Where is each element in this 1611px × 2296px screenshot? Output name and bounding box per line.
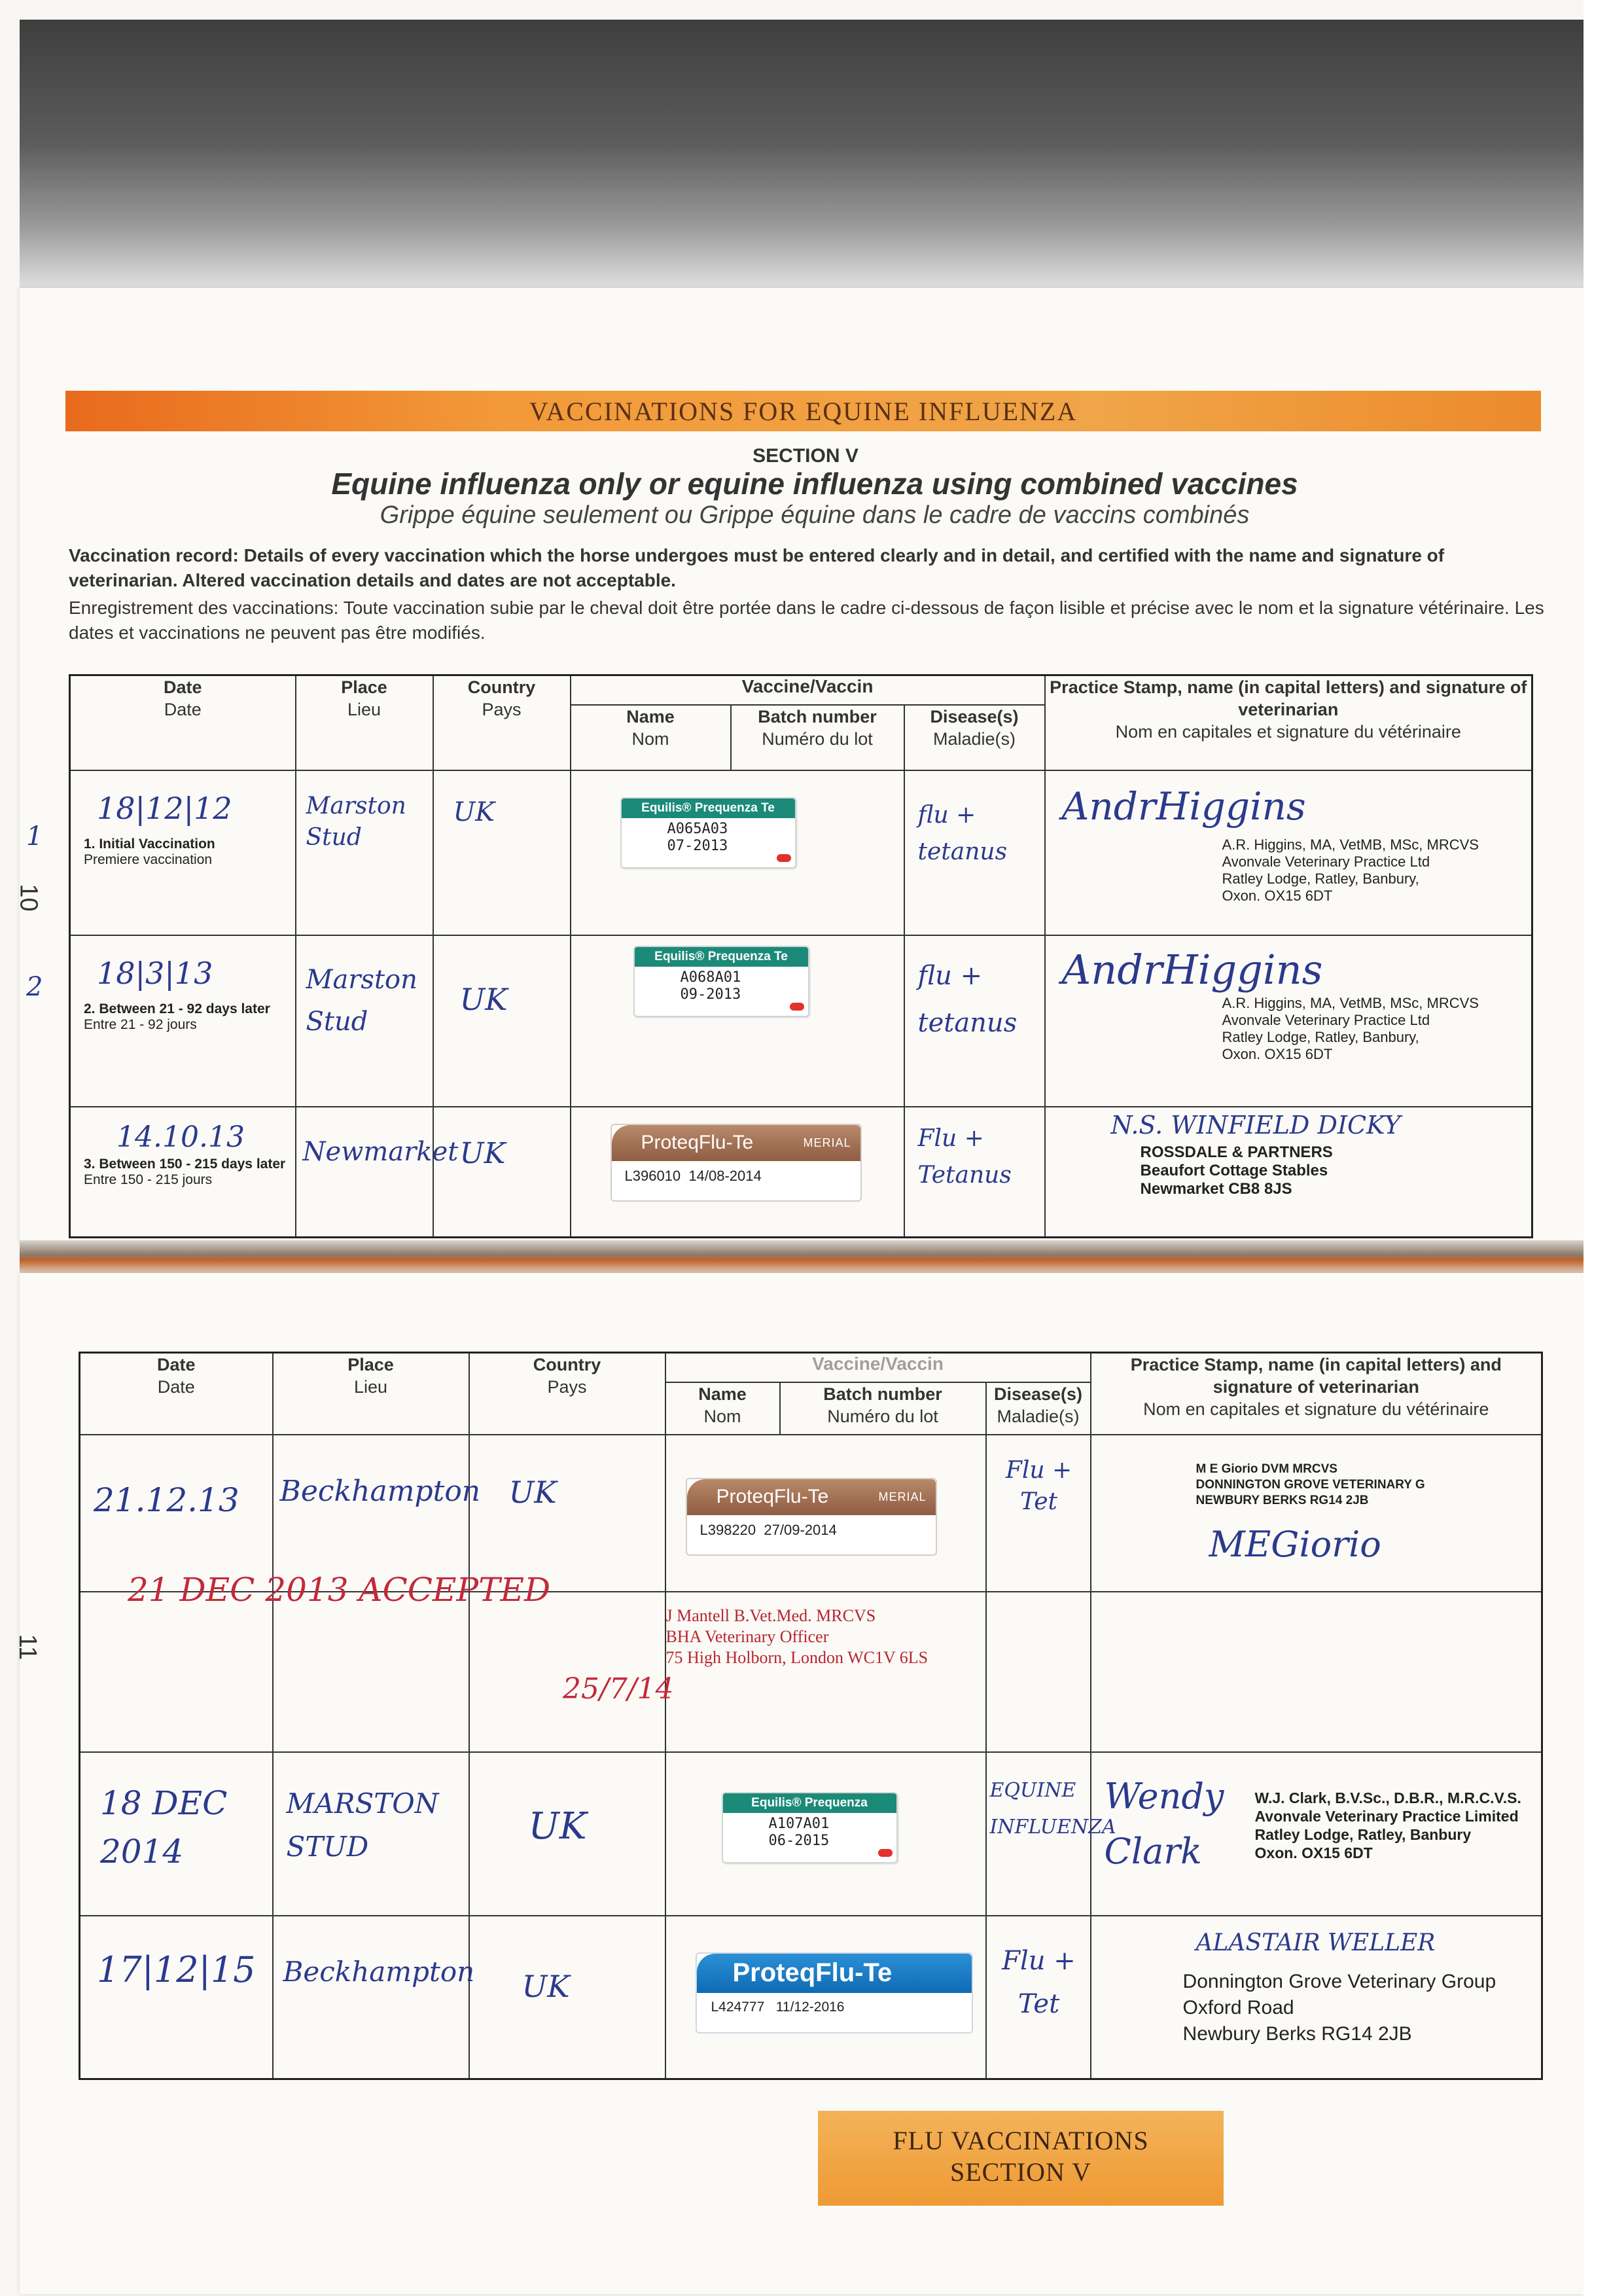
vaccination-table-upper: [69, 674, 1533, 1238]
date-value: 18|12|12: [97, 790, 232, 826]
header-practice-stamp: Practice Stamp, name (in capital letters) and signature of veterinarian Nom en capitales et signature du vétérinaire: [1045, 675, 1532, 770]
vaccine-sticker: Equilis® Prequenza A107A01 06-2015: [722, 1792, 898, 1863]
vaccine-sticker-cell: [665, 1916, 986, 2079]
stamp-cell: [1045, 1107, 1532, 1238]
book-gutter: [20, 1240, 1584, 1276]
header-date: Date Date: [70, 675, 296, 770]
page-number-10: 10: [14, 884, 43, 912]
row-label: 3. Between 150 - 215 days later Entre 150 - 215 jours: [84, 1156, 286, 1187]
vaccine-sticker-cell: [665, 1592, 986, 1752]
place-value: Newmarket: [302, 1136, 459, 1167]
vaccine-sticker: Equilis® Prequenza Te A065A03 07-2013: [620, 797, 796, 869]
practice-stamp: M E Giorio DVM MRCVS DONNINGTON GROVE VETERINARY G NEWBURY BERKS RG14 2JB: [1195, 1462, 1425, 1507]
country-cell: [433, 1107, 571, 1238]
acceptance-date: 25/7/14: [563, 1672, 674, 1706]
disease-cell: [904, 1107, 1045, 1238]
disease-value: EQUINE INFLUENZA: [989, 1778, 1116, 1839]
disease-value: flu + tetanus: [917, 960, 1018, 1038]
practice-stamp: ROSSDALE & PARTNERS Beaufort Cottage Stables Newmarket CB8 8JS: [1140, 1143, 1333, 1198]
disease-cell: [904, 935, 1045, 1107]
practice-stamp: Donnington Grove Veterinary Group Oxford Road Newbury Berks RG14 2JB: [1182, 1970, 1496, 2045]
vet-signature: Wendy Clark: [1104, 1775, 1224, 1872]
country-value: UK: [453, 797, 495, 827]
country-value: UK: [459, 1136, 506, 1170]
margin-note-2: 2: [26, 972, 43, 1002]
vaccine-sticker-cell: [571, 1107, 904, 1238]
header-country: Country Pays: [433, 675, 571, 770]
practice-stamp: A.R. Higgins, MA, VetMB, MSc, MRCVS Avonvale Veterinary Practice Ltd Ratley Lodge, Ratley, Banbury, Oxon. OX15 6DT: [1222, 994, 1479, 1062]
date-value: 14.10.13: [116, 1120, 245, 1154]
header-vaccine-name: Name Nom: [571, 705, 731, 770]
disease-value: flu + tetanus: [917, 801, 1008, 865]
table-row: [80, 1752, 1542, 1916]
header-country: Country Pays: [469, 1353, 665, 1435]
stamp-cell: [1091, 1916, 1542, 2079]
country-value: UK: [528, 1804, 587, 1848]
place-value: Beckhampton: [279, 1474, 481, 1508]
acceptance-note: 21 DEC 2013 ACCEPTED: [128, 1571, 551, 1609]
disease-value: Flu + Tetanus: [917, 1124, 1012, 1189]
vet-signature: N.S. WINFIELD DICKY: [1110, 1110, 1401, 1139]
country-cell: [469, 1435, 665, 1592]
row-label: 2. Between 21 - 92 days later Entre 21 - 92 jours: [84, 1001, 270, 1032]
header-place: Place Lieu: [296, 675, 433, 770]
date-cell: [70, 935, 296, 1107]
date-cell: [70, 1107, 296, 1238]
page-number-11: 11: [14, 1634, 42, 1660]
vet-signature: ALASTAIR WELLER: [1195, 1929, 1436, 1956]
disease-value: Flu + Tet: [1005, 1456, 1072, 1515]
table-row: [70, 1107, 1532, 1238]
scan-shadow: [20, 20, 1584, 295]
country-value: UK: [459, 981, 508, 1017]
header-batch-number: Batch number Numéro du lot: [780, 1382, 986, 1435]
header-date: Date Date: [80, 1353, 273, 1435]
header-vaccine: Vaccine/Vaccin: [571, 675, 1045, 705]
table-row: [80, 1916, 1542, 2079]
place-cell: [273, 1435, 481, 1592]
place-value: Marston Stud: [306, 792, 406, 851]
table-row: [70, 935, 1532, 1107]
margin-note-1: 1: [26, 821, 43, 852]
disease-cell: [986, 1916, 1091, 2079]
footer-line-1: FLU VACCINATIONS: [893, 2126, 1149, 2155]
intro-english: Vaccination record: Details of every vaccination which the horse undergoes must be entered clearly and in detail, and certified with the name and signature of veterinarian. Altered vaccination details and dates are not acceptable.: [69, 545, 1445, 590]
stamp-cell: [1045, 770, 1532, 935]
vet-signature: AndrHiggins: [1061, 783, 1306, 829]
page-subtitle: Grippe équine seulement ou Grippe équine dans le cadre de vaccins combinés: [380, 501, 1250, 529]
disease-cell: [986, 1592, 1091, 1752]
date-value: 18|3|13: [97, 955, 213, 991]
country-value: UK: [522, 1968, 570, 2004]
stamp-cell: [1045, 935, 1532, 1107]
place-cell: [273, 1916, 475, 2079]
scan-edge: [1584, 0, 1611, 2296]
vet-signature: MEGiorio: [1209, 1523, 1381, 1565]
header-place: Place Lieu: [273, 1353, 469, 1435]
disease-cell: [904, 770, 1045, 935]
date-cell: [70, 770, 296, 935]
vaccination-table-lower: [79, 1352, 1543, 2080]
country-cell: [469, 1752, 665, 1916]
footer-line-2: SECTION V: [949, 2157, 1092, 2187]
place-cell: [296, 770, 433, 935]
vaccine-sticker-cell: [665, 1752, 986, 1916]
date-cell: [80, 1916, 273, 2079]
place-value: Beckhampton: [283, 1955, 475, 1988]
intro-french: Enregistrement des vaccinations: Toute vaccination subie par le cheval doit être portée dans le cadre ci-dessous de façon lisible et précise avec le nom et la signature vétérinaire. Les dates et vaccinations ne peuvent pas être modifiés.: [69, 598, 1544, 643]
row-label: 1. Initial Vaccination Premiere vaccination: [84, 836, 215, 867]
place-value: Marston Stud: [306, 964, 417, 1037]
stamp-cell: [1091, 1592, 1542, 1752]
place-cell: [296, 935, 433, 1107]
header-disease: Disease(s) Maladie(s): [986, 1382, 1091, 1435]
header-batch-number: Batch number Numéro du lot: [731, 705, 904, 770]
disease-cell: [986, 1752, 1116, 1916]
vaccine-sticker-cell: [665, 1435, 986, 1592]
place-cell: [296, 1107, 459, 1238]
practice-stamp: W.J. Clark, B.V.Sc., D.B.R., M.R.C.V.S. Avonvale Veterinary Practice Limited Ratley Lodge, Ratley, Banbury Oxon. OX15 6DT: [1254, 1789, 1521, 1861]
section-label: SECTION V: [752, 445, 859, 467]
disease-cell: [986, 1435, 1091, 1592]
vaccine-sticker-cell: [571, 935, 904, 1107]
banner-title: VACCINATIONS FOR EQUINE INFLUENZA: [529, 396, 1078, 426]
header-disease: Disease(s) Maladie(s): [904, 705, 1045, 770]
vaccine-sticker: ProteqFlu-Te MERIAL L398220 27/09-2014: [686, 1478, 937, 1556]
date-value: 21.12.13: [94, 1480, 239, 1519]
header-vaccine-name: Name Nom: [665, 1382, 780, 1435]
footer-tab: [818, 2111, 1224, 2206]
section-banner: [65, 391, 1541, 431]
date-value: 18 DEC 2014: [100, 1784, 228, 1871]
vaccine-sticker: Equilis® Prequenza Te A068A01 09-2013: [633, 946, 809, 1017]
page-title: Equine influenza only or equine influenza using combined vaccines: [331, 467, 1298, 501]
country-value: UK: [508, 1474, 557, 1510]
vet-signature: AndrHiggins: [1061, 945, 1323, 994]
vaccine-sticker: ProteqFlu-Te MERIAL L396010 14/08-2014: [611, 1124, 862, 1202]
practice-stamp: A.R. Higgins, MA, VetMB, MSc, MRCVS Avonvale Veterinary Practice Ltd Ratley Lodge, Ratley, Banbury, Oxon. OX15 6DT: [1222, 836, 1479, 904]
header-vaccine: Vaccine/Vaccin: [665, 1353, 1091, 1382]
date-cell: [80, 1752, 273, 1916]
bha-stamp: J Mantell B.Vet.Med. MRCVS BHA Veterinary Officer 75 High Holborn, London WC1V 6LS: [665, 1605, 929, 1667]
place-value: MARSTON STUD: [286, 1787, 439, 1863]
date-cell: [80, 1592, 273, 1752]
stamp-cell: [1091, 1435, 1542, 1592]
place-cell: [273, 1752, 469, 1916]
vaccine-sticker-cell: [571, 770, 904, 935]
header-practice-stamp: Practice Stamp, name (in capital letters) and signature of veterinarian Nom en capitales et signature du vétérinaire: [1091, 1353, 1542, 1435]
vaccine-sticker: ProteqFlu-Te L424777 11/12-2016: [696, 1952, 973, 2034]
disease-value: Flu + Tet: [1002, 1945, 1076, 2019]
table-row: [80, 1592, 1542, 1752]
country-cell: [433, 770, 571, 935]
country-cell: [433, 935, 571, 1107]
date-value: 17|12|15: [97, 1948, 256, 1990]
country-cell: [469, 1592, 665, 1752]
stamp-cell: [1091, 1752, 1542, 1916]
place-cell: [273, 1592, 469, 1752]
table-row: [70, 770, 1532, 935]
date-cell: [80, 1435, 273, 1592]
table-row: [80, 1435, 1542, 1592]
country-cell: [469, 1916, 665, 2079]
